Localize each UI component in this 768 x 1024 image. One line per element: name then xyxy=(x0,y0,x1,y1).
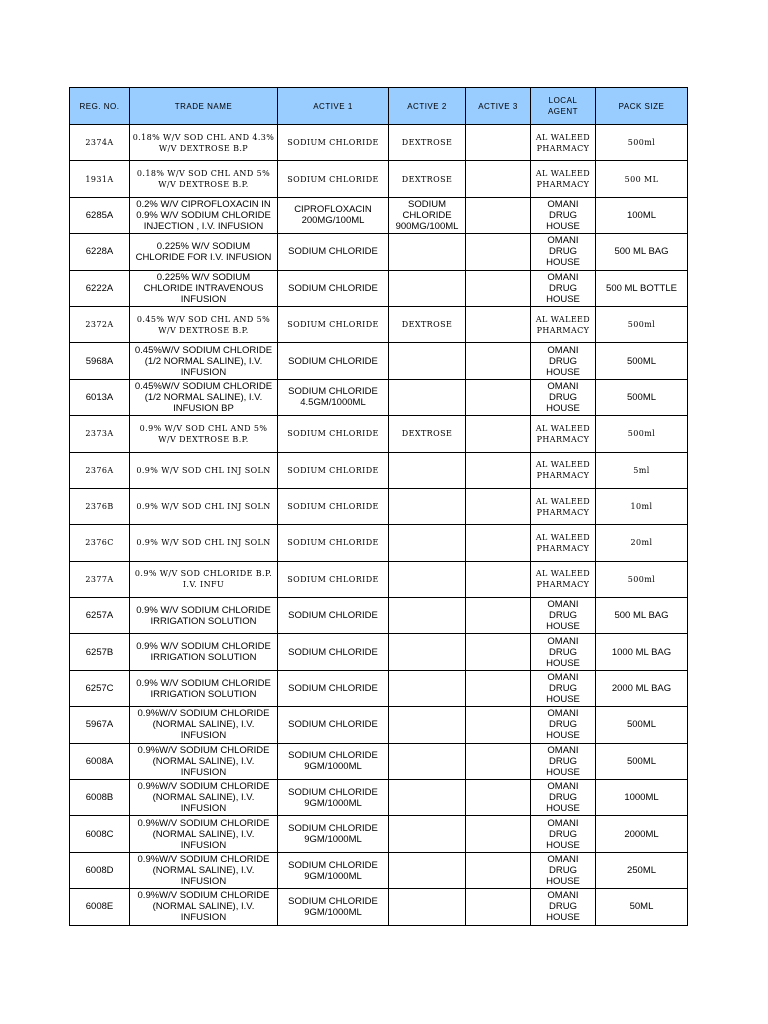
reg-no-cell: 6013A xyxy=(70,379,130,415)
active-1-cell: SODIUM CHLORIDE 4.5GM/1000ML xyxy=(278,379,389,415)
active-3-cell xyxy=(466,780,531,816)
table-row xyxy=(70,889,688,925)
trade-name-cell: 0.45% W/V SOD CHL AND 5% W/V DEXTROSE B.P. xyxy=(130,306,278,342)
reg-no-cell: 5968A xyxy=(70,343,130,379)
header-active-1: ACTIVE 1 xyxy=(278,88,389,125)
table-row xyxy=(70,343,688,379)
pack-size-cell: 500ml xyxy=(596,416,688,452)
active-1-cell: SODIUM CHLORIDE xyxy=(278,488,389,524)
active-2-cell xyxy=(389,707,466,743)
table-row xyxy=(70,125,688,161)
pack-size-cell: 10ml xyxy=(596,488,688,524)
local-agent-cell: OMANI DRUG HOUSE xyxy=(531,743,596,779)
active-2-cell xyxy=(389,816,466,852)
reg-no-cell: 6008B xyxy=(70,780,130,816)
local-agent-cell: OMANI DRUG HOUSE xyxy=(531,780,596,816)
pack-size-cell: 250ML xyxy=(596,852,688,888)
active-3-cell xyxy=(466,197,531,233)
active-3-cell xyxy=(466,161,531,197)
header-row xyxy=(70,88,688,125)
table-row xyxy=(70,197,688,233)
pack-size-cell: 500ml xyxy=(596,125,688,161)
active-1-cell: SODIUM CHLORIDE xyxy=(278,634,389,670)
active-1-cell: SODIUM CHLORIDE xyxy=(278,561,389,597)
active-1-cell: SODIUM CHLORIDE 9GM/1000ML xyxy=(278,816,389,852)
active-3-cell xyxy=(466,234,531,270)
trade-name-cell: 0.9%W/V SODIUM CHLORIDE (NORMAL SALINE), I.V. INFUSION xyxy=(130,889,278,925)
active-3-cell xyxy=(466,343,531,379)
active-3-cell xyxy=(466,525,531,561)
active-3-cell xyxy=(466,270,531,306)
table-row xyxy=(70,488,688,524)
trade-name-cell: 0.45%W/V SODIUM CHLORIDE (1/2 NORMAL SALINE), I.V. INFUSION BP xyxy=(130,379,278,415)
active-2-cell: DEXTROSE xyxy=(389,125,466,161)
local-agent-cell: OMANI DRUG HOUSE xyxy=(531,234,596,270)
active-2-cell xyxy=(389,634,466,670)
active-3-cell xyxy=(466,743,531,779)
header-pack-size: PACK SIZE xyxy=(596,88,688,125)
table-row xyxy=(70,306,688,342)
reg-no-cell: 2376B xyxy=(70,488,130,524)
local-agent-cell: AL WALEED PHARMACY xyxy=(531,306,596,342)
trade-name-cell: 0.9%W/V SODIUM CHLORIDE (NORMAL SALINE), I.V. INFUSION xyxy=(130,852,278,888)
table-row xyxy=(70,670,688,706)
table-row xyxy=(70,780,688,816)
table-row xyxy=(70,161,688,197)
pack-size-cell: 500 ML BOTTLE xyxy=(596,270,688,306)
table-row xyxy=(70,816,688,852)
header-active-3: ACTIVE 3 xyxy=(466,88,531,125)
table-row xyxy=(70,634,688,670)
reg-no-cell: 6008A xyxy=(70,743,130,779)
active-3-cell xyxy=(466,816,531,852)
table-row xyxy=(70,234,688,270)
active-3-cell xyxy=(466,598,531,634)
local-agent-cell: AL WALEED PHARMACY xyxy=(531,525,596,561)
table-row xyxy=(70,416,688,452)
active-2-cell xyxy=(389,598,466,634)
active-2-cell xyxy=(389,743,466,779)
reg-no-cell: 2377A xyxy=(70,561,130,597)
drug-registry-sheet xyxy=(69,87,688,926)
active-1-cell: SODIUM CHLORIDE xyxy=(278,598,389,634)
active-3-cell xyxy=(466,889,531,925)
local-agent-cell: OMANI DRUG HOUSE xyxy=(531,634,596,670)
local-agent-cell: OMANI DRUG HOUSE xyxy=(531,889,596,925)
reg-no-cell: 6257B xyxy=(70,634,130,670)
local-agent-cell: AL WALEED PHARMACY xyxy=(531,125,596,161)
pack-size-cell: 1000ML xyxy=(596,780,688,816)
pack-size-cell: 1000 ML BAG xyxy=(596,634,688,670)
local-agent-cell: OMANI DRUG HOUSE xyxy=(531,670,596,706)
trade-name-cell: 0.9%W/V SODIUM CHLORIDE (NORMAL SALINE), I.V. INFUSION xyxy=(130,780,278,816)
active-2-cell xyxy=(389,379,466,415)
table-row xyxy=(70,561,688,597)
active-1-cell: SODIUM CHLORIDE xyxy=(278,670,389,706)
active-3-cell xyxy=(466,561,531,597)
active-2-cell xyxy=(389,488,466,524)
active-2-cell xyxy=(389,270,466,306)
pack-size-cell: 2000 ML BAG xyxy=(596,670,688,706)
pack-size-cell: 500 ML BAG xyxy=(596,234,688,270)
active-3-cell xyxy=(466,125,531,161)
active-1-cell: SODIUM CHLORIDE xyxy=(278,125,389,161)
reg-no-cell: 6008E xyxy=(70,889,130,925)
active-1-cell: SODIUM CHLORIDE xyxy=(278,525,389,561)
pack-size-cell: 500ML xyxy=(596,743,688,779)
trade-name-cell: 0.9% W/V SODIUM CHLORIDE IRRIGATION SOLUTION xyxy=(130,598,278,634)
local-agent-cell: OMANI DRUG HOUSE xyxy=(531,852,596,888)
pack-size-cell: 500 ML BAG xyxy=(596,598,688,634)
active-2-cell: SODIUM CHLORIDE 900MG/100ML xyxy=(389,197,466,233)
reg-no-cell: 6285A xyxy=(70,197,130,233)
reg-no-cell: 6008D xyxy=(70,852,130,888)
local-agent-cell: OMANI DRUG HOUSE xyxy=(531,598,596,634)
pack-size-cell: 500ML xyxy=(596,343,688,379)
active-2-cell xyxy=(389,670,466,706)
active-2-cell: DEXTROSE xyxy=(389,306,466,342)
trade-name-cell: 0.225% W/V SODIUM CHLORIDE INTRAVENOUS INFUSION xyxy=(130,270,278,306)
pack-size-cell: 100ML xyxy=(596,197,688,233)
active-1-cell: SODIUM CHLORIDE xyxy=(278,707,389,743)
active-2-cell xyxy=(389,525,466,561)
active-2-cell xyxy=(389,234,466,270)
local-agent-cell: AL WALEED PHARMACY xyxy=(531,161,596,197)
active-2-cell xyxy=(389,452,466,488)
reg-no-cell: 5967A xyxy=(70,707,130,743)
trade-name-cell: 0.9% W/V SOD CHL AND 5% W/V DEXTROSE B.P. xyxy=(130,416,278,452)
trade-name-cell: 0.9% W/V SOD CHL INJ SOLN xyxy=(130,525,278,561)
active-3-cell xyxy=(466,416,531,452)
active-1-cell: SODIUM CHLORIDE xyxy=(278,234,389,270)
pack-size-cell: 500ML xyxy=(596,707,688,743)
pack-size-cell: 50ML xyxy=(596,889,688,925)
header-reg-no: REG. NO. xyxy=(70,88,130,125)
local-agent-cell: OMANI DRUG HOUSE xyxy=(531,343,596,379)
active-1-cell: SODIUM CHLORIDE 9GM/1000ML xyxy=(278,780,389,816)
active-1-cell: SODIUM CHLORIDE xyxy=(278,270,389,306)
table-row xyxy=(70,743,688,779)
local-agent-cell: OMANI DRUG HOUSE xyxy=(531,197,596,233)
trade-name-cell: 0.9%W/V SODIUM CHLORIDE (NORMAL SALINE), I.V. INFUSION xyxy=(130,743,278,779)
reg-no-cell: 2376A xyxy=(70,452,130,488)
active-2-cell xyxy=(389,343,466,379)
active-2-cell xyxy=(389,780,466,816)
local-agent-cell: OMANI DRUG HOUSE xyxy=(531,707,596,743)
trade-name-cell: 0.9% W/V SOD CHL INJ SOLN xyxy=(130,452,278,488)
trade-name-cell: 0.9% W/V SOD CHLORIDE B.P. I.V. INFU xyxy=(130,561,278,597)
active-3-cell xyxy=(466,707,531,743)
header-trade-name: TRADE NAME xyxy=(130,88,278,125)
reg-no-cell: 6222A xyxy=(70,270,130,306)
reg-no-cell: 6008C xyxy=(70,816,130,852)
active-1-cell: SODIUM CHLORIDE xyxy=(278,343,389,379)
pack-size-cell: 5ml xyxy=(596,452,688,488)
reg-no-cell: 2373A xyxy=(70,416,130,452)
active-3-cell xyxy=(466,452,531,488)
active-3-cell xyxy=(466,634,531,670)
active-1-cell: CIPROFLOXACIN 200MG/100ML xyxy=(278,197,389,233)
drug-registry-table xyxy=(69,87,688,926)
active-2-cell: DEXTROSE xyxy=(389,161,466,197)
table-row xyxy=(70,270,688,306)
reg-no-cell: 6257C xyxy=(70,670,130,706)
local-agent-cell: AL WALEED PHARMACY xyxy=(531,561,596,597)
trade-name-cell: 0.18% W/V SOD CHL AND 4.3% W/V DEXTROSE B.P xyxy=(130,125,278,161)
local-agent-cell: AL WALEED PHARMACY xyxy=(531,488,596,524)
active-3-cell xyxy=(466,306,531,342)
trade-name-cell: 0.9%W/V SODIUM CHLORIDE (NORMAL SALINE), I.V. INFUSION xyxy=(130,707,278,743)
active-2-cell xyxy=(389,889,466,925)
active-3-cell xyxy=(466,488,531,524)
active-3-cell xyxy=(466,379,531,415)
trade-name-cell: 0.9%W/V SODIUM CHLORIDE (NORMAL SALINE), I.V. INFUSION xyxy=(130,816,278,852)
table-row xyxy=(70,707,688,743)
reg-no-cell: 6257A xyxy=(70,598,130,634)
active-1-cell: SODIUM CHLORIDE xyxy=(278,306,389,342)
reg-no-cell: 2374A xyxy=(70,125,130,161)
active-3-cell xyxy=(466,852,531,888)
active-2-cell xyxy=(389,852,466,888)
active-2-cell: DEXTROSE xyxy=(389,416,466,452)
table-row xyxy=(70,525,688,561)
active-1-cell: SODIUM CHLORIDE xyxy=(278,452,389,488)
pack-size-cell: 500ml xyxy=(596,561,688,597)
active-2-cell xyxy=(389,561,466,597)
pack-size-cell: 500 ML xyxy=(596,161,688,197)
active-3-cell xyxy=(466,670,531,706)
header-local-agent: LOCAL AGENT xyxy=(531,88,596,125)
reg-no-cell: 2376C xyxy=(70,525,130,561)
local-agent-cell: AL WALEED PHARMACY xyxy=(531,416,596,452)
header-active-2: ACTIVE 2 xyxy=(389,88,466,125)
local-agent-cell: OMANI DRUG HOUSE xyxy=(531,816,596,852)
active-1-cell: SODIUM CHLORIDE 9GM/1000ML xyxy=(278,852,389,888)
pack-size-cell: 500ML xyxy=(596,379,688,415)
local-agent-cell: OMANI DRUG HOUSE xyxy=(531,379,596,415)
local-agent-cell: OMANI DRUG HOUSE xyxy=(531,270,596,306)
active-1-cell: SODIUM CHLORIDE xyxy=(278,161,389,197)
active-1-cell: SODIUM CHLORIDE 9GM/1000ML xyxy=(278,889,389,925)
trade-name-cell: 0.45%W/V SODIUM CHLORIDE (1/2 NORMAL SALINE), I.V. INFUSION xyxy=(130,343,278,379)
reg-no-cell: 6228A xyxy=(70,234,130,270)
reg-no-cell: 2372A xyxy=(70,306,130,342)
pack-size-cell: 20ml xyxy=(596,525,688,561)
pack-size-cell: 2000ML xyxy=(596,816,688,852)
pack-size-cell: 500ml xyxy=(596,306,688,342)
table-row xyxy=(70,452,688,488)
trade-name-cell: 0.18% W/V SOD CHL AND 5% W/V DEXTROSE B.P. xyxy=(130,161,278,197)
active-1-cell: SODIUM CHLORIDE xyxy=(278,416,389,452)
trade-name-cell: 0.225% W/V SODIUM CHLORIDE FOR I.V. INFUSION xyxy=(130,234,278,270)
trade-name-cell: 0.9% W/V SODIUM CHLORIDE IRRIGATION SOLUTION xyxy=(130,634,278,670)
trade-name-cell: 0.2% W/V CIPROFLOXACIN IN 0.9% W/V SODIUM CHLORIDE INJECTION , I.V. INFUSION xyxy=(130,197,278,233)
table-row xyxy=(70,379,688,415)
table-row xyxy=(70,598,688,634)
trade-name-cell: 0.9% W/V SODIUM CHLORIDE IRRIGATION SOLUTION xyxy=(130,670,278,706)
table-row xyxy=(70,852,688,888)
trade-name-cell: 0.9% W/V SOD CHL INJ SOLN xyxy=(130,488,278,524)
active-1-cell: SODIUM CHLORIDE 9GM/1000ML xyxy=(278,743,389,779)
reg-no-cell: 1931A xyxy=(70,161,130,197)
table-body xyxy=(70,125,688,926)
local-agent-cell: AL WALEED PHARMACY xyxy=(531,452,596,488)
